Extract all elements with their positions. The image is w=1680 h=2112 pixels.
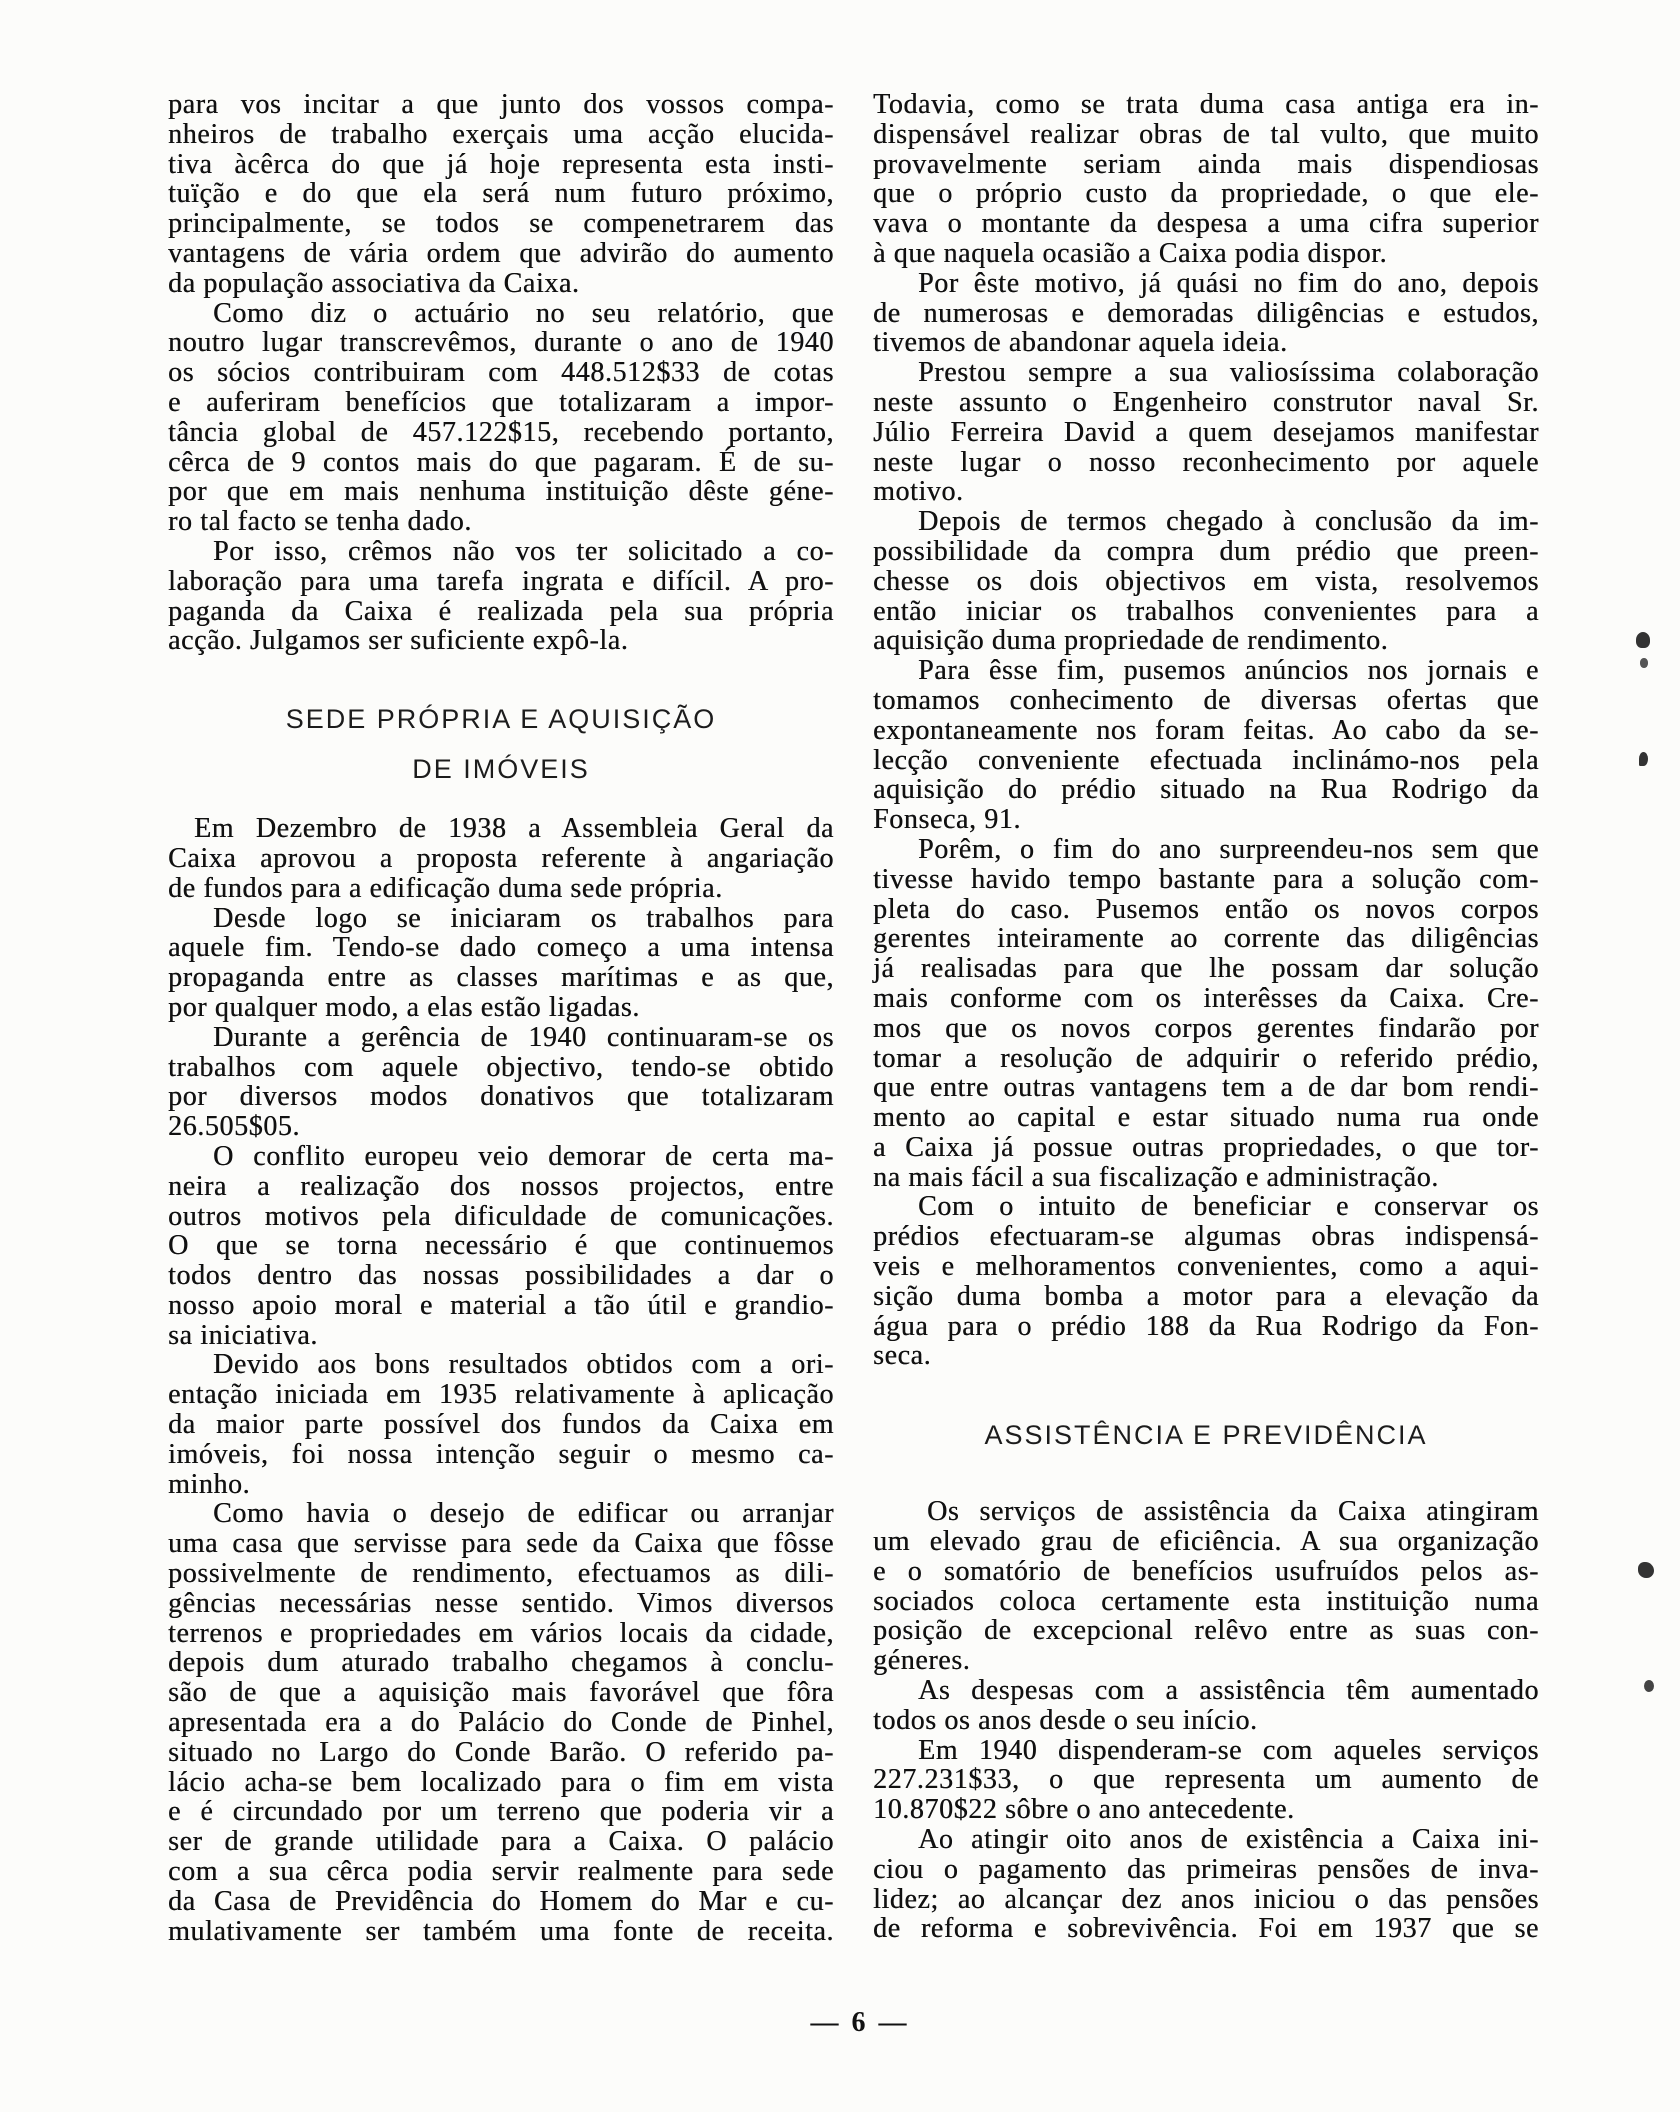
paragraph [168,904,834,1023]
text-line: vantagens de vária ordem que advirão do aumento [168,237,834,269]
text-line: Com o intuito de beneficiar e conservar os [918,1191,1539,1223]
text-line: e auferiram benefícios que totalizaram a impor- [168,386,834,418]
text-line: Ao atingir oito anos de existência a Caixa ini- [918,1824,1539,1856]
text-line: mos que os novos corpos gerentes findarão por [873,1012,1539,1044]
text-line: tiva àcêrca do que já hoje representa esta insti- [168,148,834,180]
text-line: da Casa de Previdência do Homem do Mar e cu- [168,1885,834,1917]
text-line: uma casa que servisse para sede da Caixa que fôsse [168,1528,834,1560]
text-line: e o somatório de benefícios usufruídos pelos as- [873,1555,1539,1587]
text-line: a Caixa já possue outras propriedades, o que tor- [873,1131,1539,1163]
text-line: nheiros de trabalho exerçais uma acção elucida- [168,118,834,150]
text-line: todos os anos desde o seu início. [873,1704,1258,1736]
text-line: laboração para uma tarefa ingrata e difícil. A pro- [168,565,834,597]
text-line: lidez; ao alcançar dez anos iniciou o das pensões [873,1883,1539,1915]
section-heading [168,694,834,794]
paragraph [873,835,1539,1193]
text-line: neste lugar o nosso reconhecimento por aquele [873,446,1539,478]
text-line: O conflito europeu veio demorar de certa ma- [213,1140,834,1172]
text-line: da população associativa da Caixa. [168,267,580,299]
text-line: Prestou sempre a sua valiosíssima colaboração [918,357,1539,389]
text-line: 227.231$33, o que representa um aumento de [873,1764,1539,1796]
text-line: motivo. [873,476,964,508]
text-line: de fundos para a edificação duma sede própria. [168,872,723,904]
text-line: acção. Julgamos ser suficiente expô-la. [168,625,629,657]
text-line: neira a realização dos nossos projectos, entre [168,1170,834,1202]
text-line: trabalhos com aquele objectivo, tendo-se obtido [168,1051,834,1083]
paragraph [873,1736,1539,1825]
text-line: As despesas com a assistência têm aumentado [918,1675,1539,1707]
text-line: da maior parte possível dos fundos da Caixa em [168,1409,834,1441]
text-line: por diversos modos donativos que totalizaram [168,1081,834,1113]
text-line: que o próprio custo da propriedade, o que ele- [873,178,1539,210]
text-line: paganda da Caixa é realizada pela sua própria [168,595,834,627]
text-line: expontaneamente nos foram feitas. Ao cabo da se- [873,714,1539,746]
text-line: Desde logo se iniciaram os trabalhos para [213,902,834,934]
text-line: noutro lugar transcrevêmos, durante o ano de 1940 [168,327,834,359]
left-column [168,90,834,1946]
text-line: Para êsse fim, pusemos anúncios nos jornais e [918,655,1539,687]
text-line: géneres. [873,1645,971,1677]
text-line: gências necessárias nesse sentido. Vimos diversos [168,1587,834,1619]
text-line: pleta do caso. Pusemos então os novos corpos [873,893,1539,925]
text-line: na mais fácil a sua fiscalização e administração. [873,1161,1439,1193]
paragraph [168,1499,834,1946]
text-line: veis e melhoramentos convenientes, como a aqui- [873,1251,1539,1283]
text-line: Por êste motivo, já quási no fim do ano, depois [918,267,1539,299]
text-line: minho. [168,1468,251,1500]
text-line: mais conforme com os interêsses da Caixa. Cre- [873,982,1539,1014]
text-line: possibilidade da compra dum prédio que preen- [873,535,1539,567]
text-line: lecção conveniente efectuada inclinámo-nos pela [873,744,1539,776]
paragraph [873,1825,1539,1944]
text-line: Como havia o desejo de edificar ou arranjar [213,1498,834,1530]
text-line: principalmente, se todos se compenetrarem das [168,208,834,240]
scan-speck [1644,1680,1654,1692]
text-line: apresentada era a do Palácio do Conde de Pinhel, [168,1707,834,1739]
scan-speck [1640,658,1648,668]
text-line: Os serviços de assistência da Caixa atingiram [927,1496,1539,1528]
text-line: prédios efectuaram-se algumas obras indispensá- [873,1221,1539,1253]
text-line: aquele fim. Tendo-se dado começo a uma intensa [168,932,834,964]
paragraph [168,814,834,903]
paragraph [873,90,1539,269]
text-line: que entre outras vantagens tem a de dar bom rendi- [873,1072,1539,1104]
paragraph [873,1192,1539,1371]
text-line: Como diz o actuário no seu relatório, que [213,297,834,329]
text-line: tomar a resolução de adquirir o referido prédio, [873,1042,1539,1074]
text-line: tivemos de abandonar aquela ideia. [873,327,1288,359]
text-line: situado no Largo do Conde Barão. O referido pa- [168,1736,834,1768]
text-line: terrenos e propriedades em vários locais da cidade, [168,1617,834,1649]
paragraph [873,656,1539,835]
paragraph [873,1676,1539,1736]
paragraph [873,1497,1539,1676]
paragraph [168,537,834,656]
text-line: água para o prédio 188 da Rua Rodrigo da Fon- [873,1310,1539,1342]
paragraph [168,1350,834,1499]
text-line: nosso apoio moral e material a tão útil e grandio- [168,1289,834,1321]
heading-line: DE IMÓVEIS [412,754,590,785]
paragraph [873,507,1539,656]
text-line: 10.870$22 sôbre o ano antecedente. [873,1794,1295,1826]
text-line: tomamos conhecimento de diversas ofertas que [873,684,1539,716]
text-line: possivelmente de rendimento, efectuamos as dili- [168,1558,834,1590]
text-line: dispensável realizar obras de tal vulto, que muito [873,118,1539,150]
text-line: depois dum aturado trabalho chegamos à conclu- [168,1647,834,1679]
text-line: seca. [873,1340,932,1372]
paragraph [873,269,1539,358]
text-line: Em Dezembro de 1938 a Assembleia Geral da [194,813,834,845]
paragraph [168,90,834,299]
text-line: cêrca de 9 contos mais do que pagaram. É de su- [168,446,834,478]
paragraph [168,1023,834,1142]
text-line: todos dentro das nossas possibilidades a dar o [168,1260,834,1292]
text-line: um elevado grau de eficiência. A sua organização [873,1526,1539,1558]
text-line: são de que a aquisição mais favorável que fôra [168,1677,834,1709]
paragraph [873,358,1539,507]
text-line: Fonseca, 91. [873,804,1021,836]
text-line: ser de grande utilidade para a Caixa. O palácio [168,1826,834,1858]
text-line: entação iniciada em 1935 relativamente à aplicação [168,1379,834,1411]
heading-line: ASSISTÊNCIA E PREVIDÊNCIA [984,1420,1428,1451]
text-line: posição de excepcional relêvo entre as suas con- [873,1615,1539,1647]
text-line: ciou o pagamento das primeiras pensões de inva- [873,1853,1539,1885]
scan-speck [1636,632,1650,648]
text-line: de numerosas e demoradas diligências e estudos, [873,297,1539,329]
text-line: Durante a gerência de 1940 continuaram-se os [213,1021,834,1053]
text-line: lácio acha-se bem localizado para o fim em vista [168,1766,834,1798]
text-line: Porêm, o fim do ano surpreendeu-nos sem que [918,833,1539,865]
text-line: sociados coloca certamente esta instituição numa [873,1585,1539,1617]
text-line: ro tal facto se tenha dado. [168,506,472,538]
text-line: neste assunto o Engenheiro construtor naval Sr. [873,386,1539,418]
heading-line: SEDE PRÓPRIA E AQUISIÇÃO [285,704,717,735]
text-line: aquisição duma propriedade de rendimento. [873,625,1389,657]
text-line: vava o montante da despesa a uma cifra superior [873,208,1539,240]
paragraph [168,1142,834,1351]
text-line: propaganda entre as classes marítimas e as que, [168,962,834,994]
text-line: Depois de termos chegado à conclusão da im- [918,506,1539,538]
text-line: tivesse havido tempo bastante para a solução com- [873,863,1539,895]
text-line: com a sua cêrca podia servir realmente para sede [168,1856,834,1888]
paragraph [168,299,834,537]
section-heading [873,1410,1539,1460]
text-line: os sócios contribuiram com 448.512$33 de cotas [168,357,834,389]
text-line: para vos incitar a que junto dos vossos compa- [168,89,834,120]
text-line: tância global de 457.122$15, recebendo portanto, [168,416,834,448]
text-line: sição duma bomba a motor para a elevação da [873,1280,1539,1312]
text-line: já realisadas para que lhe possam dar solução [873,953,1539,985]
text-line: tuïção e do que ela será num futuro próximo, [168,178,834,210]
text-line: Em 1940 dispenderam-se com aqueles serviços [918,1734,1539,1766]
text-line: sa iniciativa. [168,1319,318,1351]
text-line: mulativamente ser também uma fonte de receita. [168,1915,834,1947]
text-line: Por isso, crêmos não vos ter solicitado a co- [213,535,834,567]
text-line: Júlio Ferreira David a quem desejamos manifestar [873,416,1539,448]
text-line: Devido aos bons resultados obtidos com a ori- [213,1349,834,1381]
text-line: imóveis, foi nossa intenção seguir o mesmo ca- [168,1438,834,1470]
text-line: O que se torna necessário é que continuemos [168,1230,834,1262]
text-line: à que naquela ocasião a Caixa podia dispor. [873,237,1388,269]
scan-speck [1638,1562,1654,1578]
text-line: 26.505$05. [168,1111,300,1143]
text-line: gerentes inteiramente ao corrente das diligências [873,923,1539,955]
text-line: outros motivos pela dificuldade de comunicações. [168,1200,834,1232]
text-line: por qualquer modo, a elas estão ligadas. [168,991,640,1023]
text-line: chesse os dois objectivos em vista, resolvemos [873,565,1539,597]
text-line: por que em mais nenhuma instituição dêste géne- [168,476,834,508]
scan-speck [1639,752,1648,766]
text-line: Caixa aprovou a proposta referente à angariação [168,842,834,874]
page-number: — 6 — [810,2007,910,2038]
text-line: mento ao capital e estar situado numa rua onde [873,1102,1539,1134]
right-column [873,90,1539,1944]
text-line: provavelmente seriam ainda mais dispendiosas [873,148,1539,180]
text-line: e é circundado por um terreno que poderia vir a [168,1796,834,1828]
text-line: Todavia, como se trata duma casa antiga era in- [873,89,1539,120]
text-line: de reforma e sobrevivência. Foi em 1937 que se [873,1913,1539,1945]
text-line: aquisição do prédio situado na Rua Rodrigo da [873,774,1539,806]
text-line: então iniciar os trabalhos convenientes para a [873,595,1539,627]
